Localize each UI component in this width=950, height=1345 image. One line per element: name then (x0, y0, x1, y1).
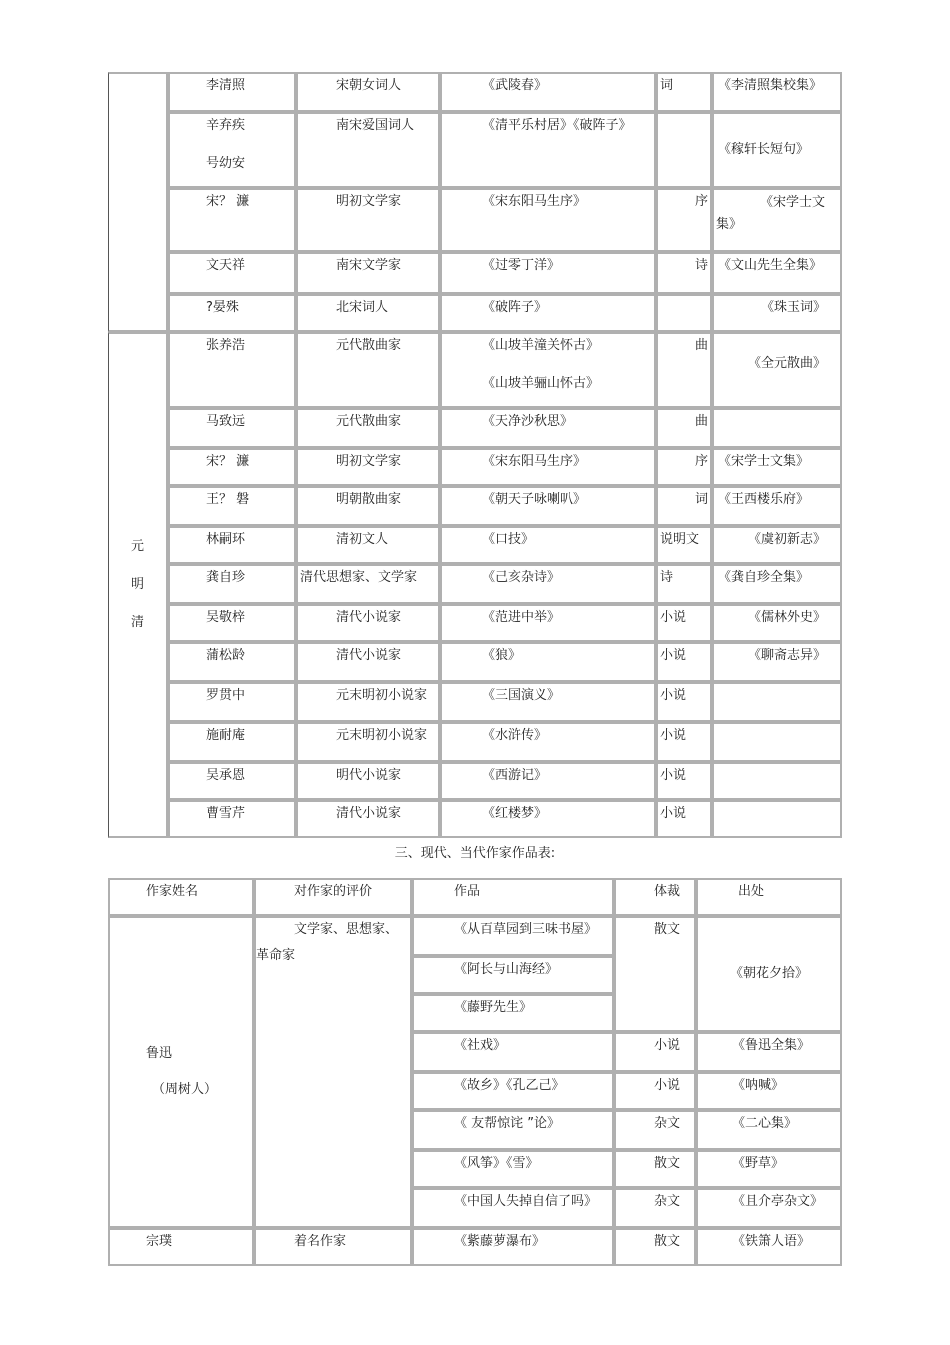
work-title: 《阿长与山海经》 (412, 956, 614, 994)
genre (656, 294, 712, 332)
genre: 小说 (656, 722, 712, 762)
source: 《宋学士文集》 (712, 448, 842, 486)
work-title: 《清平乐村居》《破阵子》 (440, 112, 656, 188)
work-title: 《中国人失掉自信了吗》 (412, 1188, 614, 1228)
source: 《全元散曲》 (712, 332, 842, 408)
author-name: 施耐庵 (168, 722, 296, 762)
source: 《李清照集校集》 (712, 72, 842, 112)
author-evaluation: 明朝散曲家 (296, 486, 440, 526)
source: 《二心集》 (696, 1110, 842, 1150)
source (712, 762, 842, 800)
genre: 散文 (614, 1150, 696, 1188)
author-name: 蒲松龄 (168, 642, 296, 682)
author-name: 罗贯中 (168, 682, 296, 722)
work-title: 《宋东阳马生序》 (440, 188, 656, 252)
author-name: 张养浩 (168, 332, 296, 408)
work-title: 《紫藤萝瀑布》 (412, 1228, 614, 1266)
source: 《朝花夕拾》 (696, 916, 842, 1032)
author-name: 曹雪芹 (168, 800, 296, 838)
genre: 序 (656, 448, 712, 486)
source (712, 682, 842, 722)
author-name: 林嗣环 (168, 526, 296, 564)
source: 《且介亭杂文》 (696, 1188, 842, 1228)
genre: 小说 (656, 762, 712, 800)
genre (656, 112, 712, 188)
work-title: 《宋东阳马生序》 (440, 448, 656, 486)
table-row (108, 408, 842, 448)
author-evaluation: 元代散曲家 (296, 408, 440, 448)
work-title: 《水浒传》 (440, 722, 656, 762)
genre: 小说 (656, 682, 712, 722)
genre: 散文 (614, 1228, 696, 1266)
table-row (108, 642, 842, 682)
author-name: 李清照 (168, 72, 296, 112)
genre: 杂文 (614, 1110, 696, 1150)
era-cell-song (108, 72, 168, 332)
work-title: 《口技》 (440, 526, 656, 564)
author-evaluation: 明初文学家 (296, 188, 440, 252)
work-title: 《己亥杂诗》 (440, 564, 656, 604)
work-title: 《山坡羊潼关怀古》 《山坡羊骊山怀古》 (440, 332, 656, 408)
source: 《铁箫人语》 (696, 1228, 842, 1266)
header-author-name: 作家姓名 (108, 878, 254, 916)
author-evaluation: 清代小说家 (296, 642, 440, 682)
header-works: 作品 (412, 878, 614, 916)
author-evaluation: 北宋词人 (296, 294, 440, 332)
modern-authors-table (108, 878, 842, 1266)
author-name: ?晏殊 (168, 294, 296, 332)
author-evaluation: 清初文人 (296, 526, 440, 564)
source: 《珠玉词》 (712, 294, 842, 332)
source: 《宋学士文集》 (712, 188, 842, 252)
author-evaluation: 明代小说家 (296, 762, 440, 800)
author-name: 宋？ 濂 (168, 188, 296, 252)
author-evaluation: 清代小说家 (296, 604, 440, 642)
table-row (108, 486, 842, 526)
work-title: 《红楼梦》 (440, 800, 656, 838)
work-title: 《武陵春》 (440, 72, 656, 112)
work-title: 《狼》 (440, 642, 656, 682)
author-name: 马致远 (168, 408, 296, 448)
author-name: 宗璞 (108, 1228, 254, 1266)
source: 《野草》 (696, 1150, 842, 1188)
author-name: 吴承恩 (168, 762, 296, 800)
table-row (108, 526, 842, 564)
author-alias: （周树人） (152, 1082, 218, 1097)
table-row (108, 1228, 842, 1266)
genre: 散文 (614, 916, 696, 1032)
table-row (108, 916, 842, 956)
author-name: 龚自珍 (168, 564, 296, 604)
work-title: 《三国演义》 (440, 682, 656, 722)
genre: 小说 (656, 604, 712, 642)
work-title: 《社戏》 (412, 1032, 614, 1072)
source: 《稼轩长短句》 (712, 112, 842, 188)
author-evaluation: 着名作家 (254, 1228, 412, 1266)
genre: 小说 (656, 800, 712, 838)
table-row (108, 564, 842, 604)
author-name: 王？ 磐 (168, 486, 296, 526)
table-row (108, 294, 842, 332)
work-title: 《过零丁洋》 (440, 252, 656, 294)
author-evaluation: 宋朝女词人 (296, 72, 440, 112)
source: 《王西楼乐府》 (712, 486, 842, 526)
author-evaluation: 清代小说家 (296, 800, 440, 838)
table-row (108, 332, 842, 408)
author-evaluation: 元末明初小说家 (296, 682, 440, 722)
work-title: 《故乡》《孔乙己》 (412, 1072, 614, 1110)
author-evaluation: 南宋文学家 (296, 252, 440, 294)
author-evaluation: 文学家、思想家、 革命家 (254, 916, 412, 1228)
work-title: 《天净沙秋思》 (440, 408, 656, 448)
header-genre: 体裁 (614, 878, 696, 916)
work-title: 《藤野先生》 (412, 994, 614, 1032)
source: 《呐喊》 (696, 1072, 842, 1110)
table-row (108, 800, 842, 838)
genre: 曲 (656, 408, 712, 448)
genre: 诗 (656, 564, 712, 604)
author-name: 鲁迅 (146, 1046, 173, 1061)
section-caption: 三、现代、当代作家作品表: (394, 846, 556, 861)
table-row (108, 72, 842, 112)
work-title: 《破阵子》 (440, 294, 656, 332)
author-name: 辛弃疾 号幼安 (168, 112, 296, 188)
author-evaluation: 元代散曲家 (296, 332, 440, 408)
genre: 诗 (656, 252, 712, 294)
source: 《龚自珍全集》 (712, 564, 842, 604)
genre: 小说 (614, 1032, 696, 1072)
classical-authors-table (108, 72, 842, 838)
table-header-row (108, 878, 842, 916)
work-title: 《从百草园到三味书屋》 (412, 916, 614, 956)
genre: 说明文 (656, 526, 712, 564)
genre: 词 (656, 72, 712, 112)
source: 《虞初新志》 (712, 526, 842, 564)
era-cell-yuan-ming-qing (108, 332, 168, 838)
source (712, 408, 842, 448)
era-label: 元 明 清 (130, 539, 144, 630)
work-title: 《风筝》《雪》 (412, 1150, 614, 1188)
author-name: 宋？ 濂 (168, 448, 296, 486)
table-row (108, 112, 842, 188)
source: 《文山先生全集》 (712, 252, 842, 294)
source: 《儒林外史》 (712, 604, 842, 642)
author-cell-luxun (108, 916, 254, 1228)
author-name: 文天祥 (168, 252, 296, 294)
author-name: 吴敬梓 (168, 604, 296, 642)
genre: 词 (656, 486, 712, 526)
work-title: 《西游记》 (440, 762, 656, 800)
genre: 序 (656, 188, 712, 252)
work-title: 《朝天子咏喇叭》 (440, 486, 656, 526)
table-row (108, 682, 842, 722)
work-title: 《范进中举》 (440, 604, 656, 642)
source: 《鲁迅全集》 (696, 1032, 842, 1072)
genre: 小说 (656, 642, 712, 682)
source: 《聊斋志异》 (712, 642, 842, 682)
table-row (108, 448, 842, 486)
source (712, 800, 842, 838)
author-evaluation: 明初文学家 (296, 448, 440, 486)
table-row (108, 188, 842, 252)
author-evaluation: 南宋爱国词人 (296, 112, 440, 188)
author-evaluation: 元末明初小说家 (296, 722, 440, 762)
work-title: 《 友帮惊诧 ”论》 (412, 1110, 614, 1150)
table-row (108, 252, 842, 294)
table-row (108, 722, 842, 762)
genre: 曲 (656, 332, 712, 408)
header-source: 出处 (696, 878, 842, 916)
header-evaluation: 对作家的评价 (254, 878, 412, 916)
source (712, 722, 842, 762)
table-row (108, 604, 842, 642)
genre: 杂文 (614, 1188, 696, 1228)
author-evaluation: 清代思想家、文学家 (296, 564, 440, 604)
genre: 小说 (614, 1072, 696, 1110)
table-row (108, 762, 842, 800)
